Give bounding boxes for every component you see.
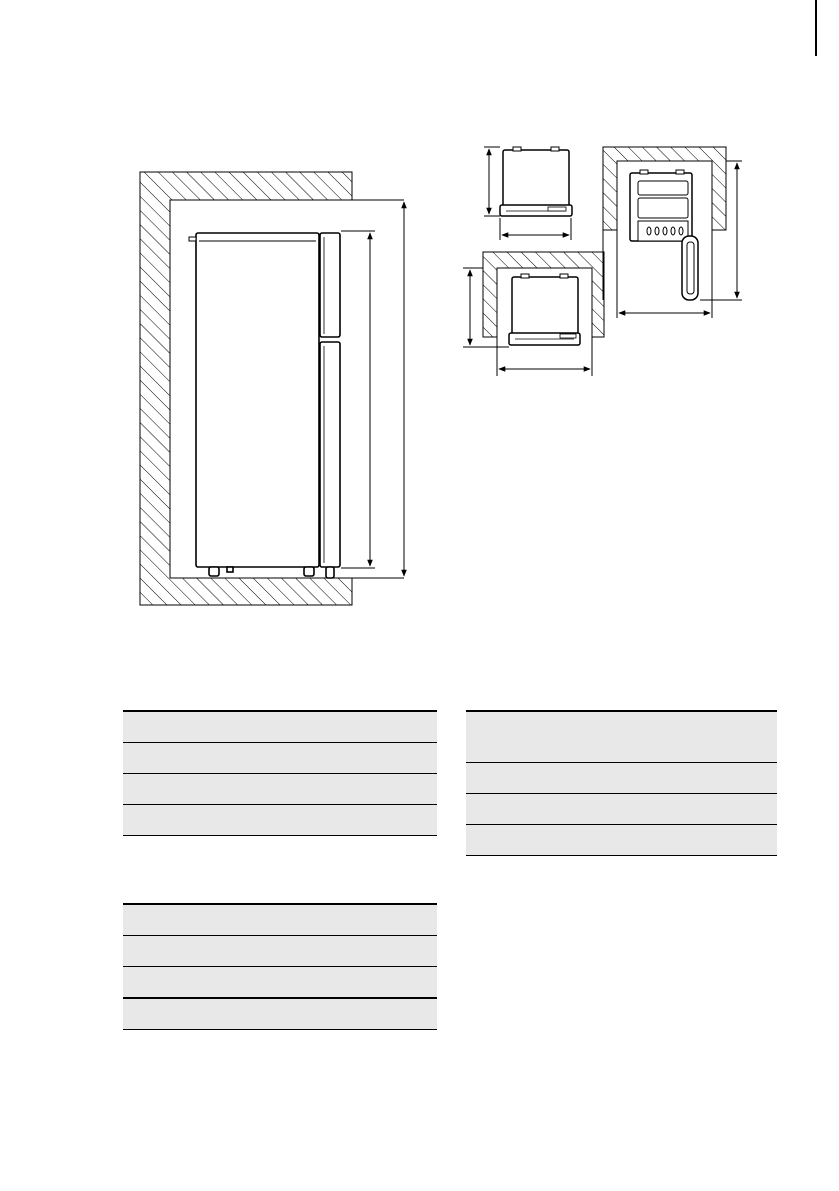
table-row bbox=[466, 763, 777, 794]
table-row bbox=[123, 805, 437, 836]
overall-dimensions-table bbox=[123, 710, 437, 836]
table-row bbox=[123, 967, 437, 999]
refrigerator-side-icon bbox=[189, 233, 340, 578]
side-view-diagram bbox=[140, 172, 404, 605]
top-view-door-open-diagram bbox=[603, 147, 742, 318]
table-row bbox=[123, 936, 437, 967]
door-open-space-table bbox=[466, 710, 777, 856]
table-row bbox=[123, 774, 437, 805]
refrigerator-top-icon bbox=[509, 274, 580, 345]
table-row bbox=[123, 711, 437, 743]
table-row bbox=[123, 743, 437, 774]
table-row bbox=[466, 711, 777, 763]
space-required-table bbox=[123, 903, 437, 1030]
top-view-free-diagram bbox=[484, 147, 572, 240]
refrigerator-top-icon bbox=[500, 147, 572, 216]
top-view-recess-diagram bbox=[463, 252, 604, 376]
table-row bbox=[466, 794, 777, 825]
table-row bbox=[123, 904, 437, 936]
refrigerator-open-icon bbox=[630, 170, 698, 300]
table-row bbox=[123, 998, 437, 1030]
table-row bbox=[466, 825, 777, 856]
